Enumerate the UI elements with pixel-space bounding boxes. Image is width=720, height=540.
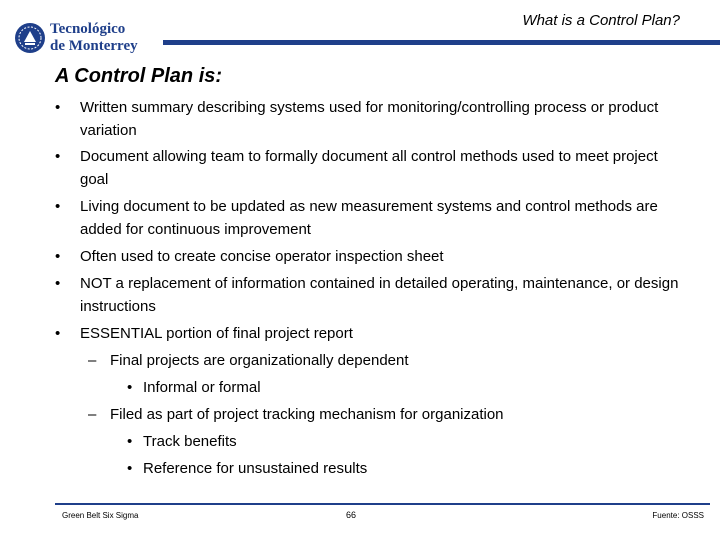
sub-sub-bullet-text: Reference for unsustained results [143,460,368,477]
dash-marker: – [88,352,97,369]
slide-heading: A Control Plan is: [55,65,223,87]
bullet-marker: • [55,198,61,215]
sub-bullet-text: Final projects are organizationally dependent [110,352,409,369]
sub-bullet-item [88,403,504,426]
sub-bullet-item [88,349,409,372]
sub-sub-bullet-item [127,376,261,399]
bullet-marker: • [55,99,61,116]
bullet-text: ESSENTIAL portion of final project report [80,325,353,342]
sub-bullet-text: Filed as part of project tracking mechanism for organization [110,406,504,423]
logo-line-1: Tecnológico [50,21,126,37]
bullet-text: NOT a replacement of information contained in detailed operating, maintenance, or design instructions [80,275,679,315]
footer-source-label: Fuente: OSSS [652,511,704,520]
bullet-text: Written summary describing systems used for monitoring/controlling process or product variation [80,99,659,139]
logo-line-2: de Monterrey [50,38,138,54]
bullet-marker: • [55,248,61,265]
bullet-marker: • [55,325,61,342]
sub-sub-bullet-text: Informal or formal [143,379,261,396]
sub-sub-bullet-item [127,457,367,480]
page-number: 66 [346,510,357,520]
dash-marker: – [88,406,97,423]
footer-course-label: Green Belt Six Sigma [62,511,139,520]
bullet-marker: • [55,148,61,165]
bullet-text: Living document to be updated as new measurement systems and control methods are added for continuous improvement [80,198,658,238]
slide-header-title: What is a Control Plan? [522,12,680,29]
bullet-text: Often used to create concise operator inspection sheet [80,248,444,265]
sub-sub-bullet-text: Track benefits [143,433,237,450]
bullet-marker: • [127,433,133,450]
bullet-marker: • [55,275,61,292]
footer-divider [55,503,710,505]
sub-sub-bullet-item [127,430,237,453]
bullet-marker: • [127,460,133,477]
bullet-text: Document allowing team to formally document all control methods used to meet project goal [80,148,658,188]
bullet-marker: • [127,379,133,396]
